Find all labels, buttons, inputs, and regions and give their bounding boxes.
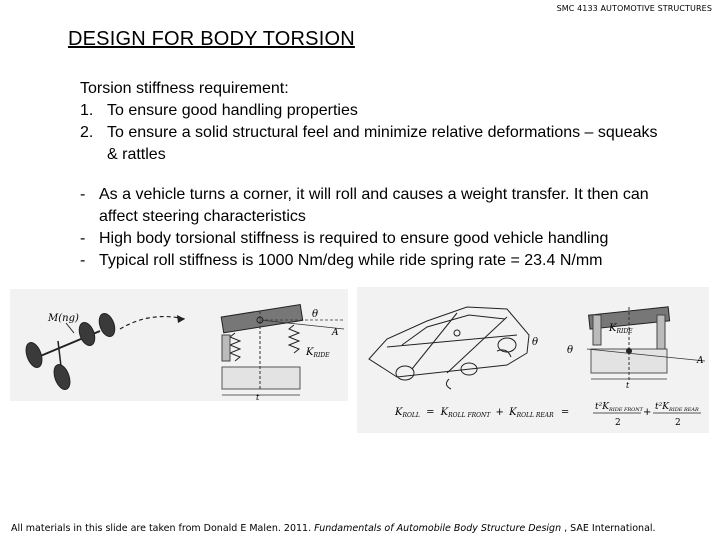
bullet-dash: - <box>80 252 86 269</box>
bullet-dash: - <box>80 186 86 203</box>
svg-text:2: 2 <box>615 418 621 428</box>
requirements-heading: Torsion stiffness requirement: <box>80 80 289 97</box>
cornering-roll-diagram <box>10 289 348 401</box>
track-width-label-right: t <box>626 381 630 390</box>
cornering-roll-figure <box>10 289 348 401</box>
citation-prefix: All materials in this slide are taken from Donald E Malen. 2011. <box>11 523 315 534</box>
source-citation <box>11 523 656 534</box>
theta-label-car: θ <box>532 337 539 348</box>
bullet-item <box>80 184 700 228</box>
requirement-item <box>80 122 700 166</box>
svg-text:+: + <box>643 407 652 418</box>
bullet-list <box>80 184 700 272</box>
bullet-item <box>80 250 700 272</box>
requirement-number: 1. <box>80 102 94 119</box>
slide-title: DESIGN FOR BODY TORSION <box>68 28 355 50</box>
spring-icon <box>289 325 299 353</box>
car-wireframe-icon <box>369 307 529 389</box>
bullet-text: As a vehicle turns a corner, it will roll and causes a weight transfer. It then can affect steering characteristics <box>99 186 649 225</box>
axle-roll-schematic <box>221 305 344 401</box>
body-block <box>221 305 303 333</box>
requirement-number: 2. <box>80 124 94 141</box>
roll-stiffness-diagram <box>357 287 709 433</box>
svg-text:t²KRIDE REAR: $t^2K_{RIDE REAR}$ <box>655 402 699 413</box>
requirement-item <box>80 100 700 122</box>
svg-text:KROLL = KROLL: $K_{ROLL}$ = $K_{ROLL FRONT}$ + $K_{ROLL REAR}$ = <box>395 407 570 419</box>
requirement-text: To ensure a solid structural feel and minimize relative deformations – squeaks & rattles <box>107 124 658 163</box>
wheel-icon <box>51 362 73 391</box>
theta-label: θ <box>312 309 319 320</box>
roll-stiffness-formula <box>394 402 701 428</box>
theta-label-axle: θ <box>567 345 574 356</box>
roll-stiffness-figure <box>357 287 709 433</box>
spring-icon <box>230 333 240 361</box>
bullet-item <box>80 228 700 250</box>
svg-text:t²KRIDE FRONT: $t^2K_{RIDE FRONT}$ <box>595 402 643 413</box>
requirements-section <box>80 78 700 166</box>
kride-label-right: $K_{RIDE}$ <box>609 323 633 335</box>
moment-label: M(ng) <box>48 313 79 324</box>
axle-roll-schematic-right <box>567 307 705 390</box>
bullet-dash: - <box>80 230 86 247</box>
cornering-path <box>120 317 185 329</box>
wheel-icon <box>76 320 97 347</box>
arrow-icon <box>177 315 185 323</box>
citation-suffix: , SAE International. <box>561 523 656 534</box>
bullet-text: High body torsional stiffness is required to ensure good vehicle handling <box>99 230 609 247</box>
track-width-label: t <box>256 393 260 401</box>
point-a-label-right: A <box>697 356 704 366</box>
requirement-text: To ensure good handling properties <box>107 102 358 119</box>
point-a-label: A <box>332 328 339 338</box>
wheel-icon <box>23 340 45 369</box>
course-code: SMC 4133 AUTOMOTIVE STRUCTURES <box>556 4 712 13</box>
wheel-icon <box>96 311 117 338</box>
citation-book-title: Fundamentals of Automobile Body Structure Design <box>314 523 562 534</box>
svg-text:2: 2 <box>675 418 681 428</box>
bullet-text: Typical roll stiffness is 1000 Nm/deg while ride spring rate = 23.4 N/mm <box>99 252 603 269</box>
kride-label: $K_{RIDE}$ <box>306 347 330 359</box>
